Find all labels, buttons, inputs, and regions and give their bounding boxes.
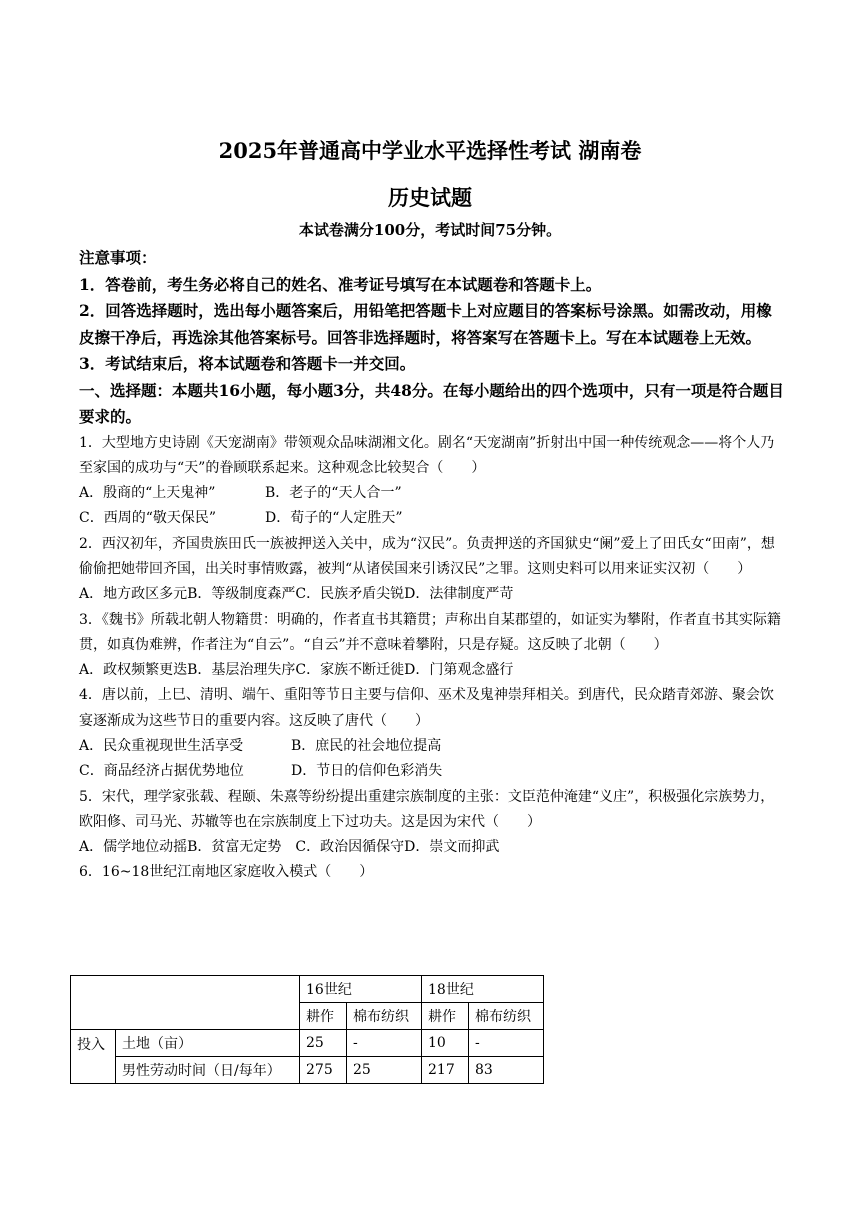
option-row bbox=[79, 481, 785, 506]
question-6 bbox=[79, 860, 785, 885]
table-cell: - bbox=[469, 1030, 544, 1057]
note-item: 3．考试结束后，将本试题卷和答题卡一并交回。 bbox=[79, 354, 416, 373]
table-subheader: 耕作 bbox=[422, 1003, 469, 1030]
note-item: 1．答卷前，考生务必将自己的姓名、准考证号填写在本试题卷和答题卡上。 bbox=[79, 274, 602, 294]
option-row bbox=[79, 582, 785, 607]
question-5 bbox=[79, 785, 785, 861]
note-item: 2．回答选择题时，选出每小题答案后，用铅笔把答题卡上对应题目的答案标号涂黑。如需改动，用橡皮擦干净后，再选涂其他答案标号。回答非选择题时，将答案写在答题卡上。写在本试题卷上无效。 bbox=[79, 301, 772, 347]
option-b[interactable]: B．老子的“天人合一” bbox=[265, 484, 402, 501]
option-row bbox=[79, 835, 785, 860]
exam-title: 2025年普通高中学业水平选择性考试 湖南卷 bbox=[218, 138, 642, 163]
option-row bbox=[79, 506, 785, 531]
option-b[interactable]: B．等级制度森严 bbox=[187, 586, 296, 603]
question-2 bbox=[79, 532, 785, 608]
section-heading: 一、选择题：本题共16小题，每小题3分，共48分。在每小题给出的四个选项中，只有一项是符合题目要求的。 bbox=[79, 380, 784, 426]
table-row bbox=[71, 1030, 544, 1057]
option-a[interactable]: A．政权频繁更迭 bbox=[79, 661, 188, 678]
table-period-header: 16世纪 bbox=[300, 976, 422, 1003]
option-d[interactable]: D．荀子的“人定胜天” bbox=[265, 510, 403, 527]
option-d[interactable]: D．门第观念盛行 bbox=[404, 661, 514, 678]
option-c[interactable]: C．西周的“敬天保民” bbox=[79, 510, 217, 527]
table-corner bbox=[71, 976, 300, 1030]
question-4 bbox=[79, 683, 785, 784]
question-1 bbox=[79, 431, 785, 532]
exam-info: 本试卷满分100分，考试时间75分钟。 bbox=[298, 221, 562, 239]
table-period-header: 18世纪 bbox=[422, 976, 544, 1003]
question-3 bbox=[79, 608, 785, 684]
option-a[interactable]: A．殷商的“上天鬼神” bbox=[79, 484, 216, 501]
income-table bbox=[70, 975, 544, 1084]
option-b[interactable]: B．基层治理失序 bbox=[187, 661, 296, 678]
table-cell: 25 bbox=[300, 1030, 347, 1057]
option-a[interactable]: A．民众重视现世生活享受 bbox=[79, 737, 244, 754]
table-row-label: 男性劳动时间（日/每年） bbox=[116, 1057, 300, 1084]
option-row bbox=[79, 734, 785, 759]
option-row bbox=[79, 658, 785, 683]
table-cell: - bbox=[347, 1030, 422, 1057]
option-d[interactable]: D．节日的信仰色彩消失 bbox=[291, 763, 443, 780]
exam-body bbox=[79, 245, 785, 886]
option-row bbox=[79, 759, 785, 784]
option-a[interactable]: A．儒学地位动摇 bbox=[79, 838, 188, 855]
table-row bbox=[71, 1057, 544, 1084]
notes-heading: 注意事项： bbox=[79, 248, 157, 267]
question-stem: 5．宋代，理学家张载、程颐、朱熹等纷纷提出重建宗族制度的主张：文臣范仲淹建“义庄”，积极强化宗族势力，欧阳修、司马光、苏辙等也在宗族制度上下过功夫。这是因为宋代（ ） bbox=[79, 788, 775, 830]
option-d[interactable]: D．法律制度严苛 bbox=[404, 586, 514, 603]
question-stem: 4．唐以前，上巳、清明、端午、重阳等节日主要与信仰、巫术及鬼神崇拜相关。到唐代，民众踏青郊游、聚会饮宴逐渐成为这些节日的重要内容。这反映了唐代（ ） bbox=[79, 687, 774, 729]
option-c[interactable]: C．家族不断迁徙 bbox=[295, 661, 405, 678]
option-d[interactable]: D．崇文而抑武 bbox=[404, 838, 500, 855]
question-stem: 2．西汉初年，齐国贵族田氏一族被押送入关中，成为“汉民”。负责押送的齐国狱史“阑”爱上了田氏女“田南”，想偷偷把她带回齐国，出关时事情败露，被判“从诸侯国来引诱汉民”之罪。这则史料可以用来证实汉初（ ） bbox=[79, 535, 775, 577]
question-stem: 3．《魏书》所载北朝人物籍贯：明确的，作者直书其籍贯；声称出自某郡望的，如证实为攀附，作者直书其实际籍贯，如真伪难辨，作者注为“自云”。“自云”并不意味着攀附，只是存疑。这反映了北朝（ ） bbox=[79, 611, 781, 653]
option-c[interactable]: C．商品经济占据优势地位 bbox=[79, 763, 244, 780]
table-cell: 217 bbox=[422, 1057, 469, 1084]
option-c[interactable]: C．政治因循保守 bbox=[295, 838, 405, 855]
table-subheader: 棉布纺织 bbox=[469, 1003, 544, 1030]
table-cell: 83 bbox=[469, 1057, 544, 1084]
table-row-label: 土地（亩） bbox=[116, 1030, 300, 1057]
question-stem: 1．大型地方史诗剧《天宠湖南》带领观众品味湖湘文化。剧名“天宠湖南”折射出中国一种传统观念——将个人乃至家国的成功与“天”的眷顾联系起来。这种观念比较契合（ ） bbox=[79, 434, 775, 476]
table-subheader: 棉布纺织 bbox=[347, 1003, 422, 1030]
table-cell: 10 bbox=[422, 1030, 469, 1057]
subject-title: 历史试题 bbox=[388, 185, 472, 210]
table-cell: 25 bbox=[347, 1057, 422, 1084]
table-cell: 275 bbox=[300, 1057, 347, 1084]
table-subheader: 耕作 bbox=[300, 1003, 347, 1030]
option-a[interactable]: A．地方政区多元 bbox=[79, 586, 188, 603]
option-c[interactable]: C．民族矛盾尖锐 bbox=[295, 586, 405, 603]
question-stem: 6．16~18世纪江南地区家庭收入模式（ ） bbox=[79, 864, 374, 881]
option-b[interactable]: B．贫富无定势 bbox=[187, 838, 282, 855]
table-group-label: 投入 bbox=[71, 1030, 116, 1084]
option-b[interactable]: B．庶民的社会地位提高 bbox=[291, 737, 442, 754]
